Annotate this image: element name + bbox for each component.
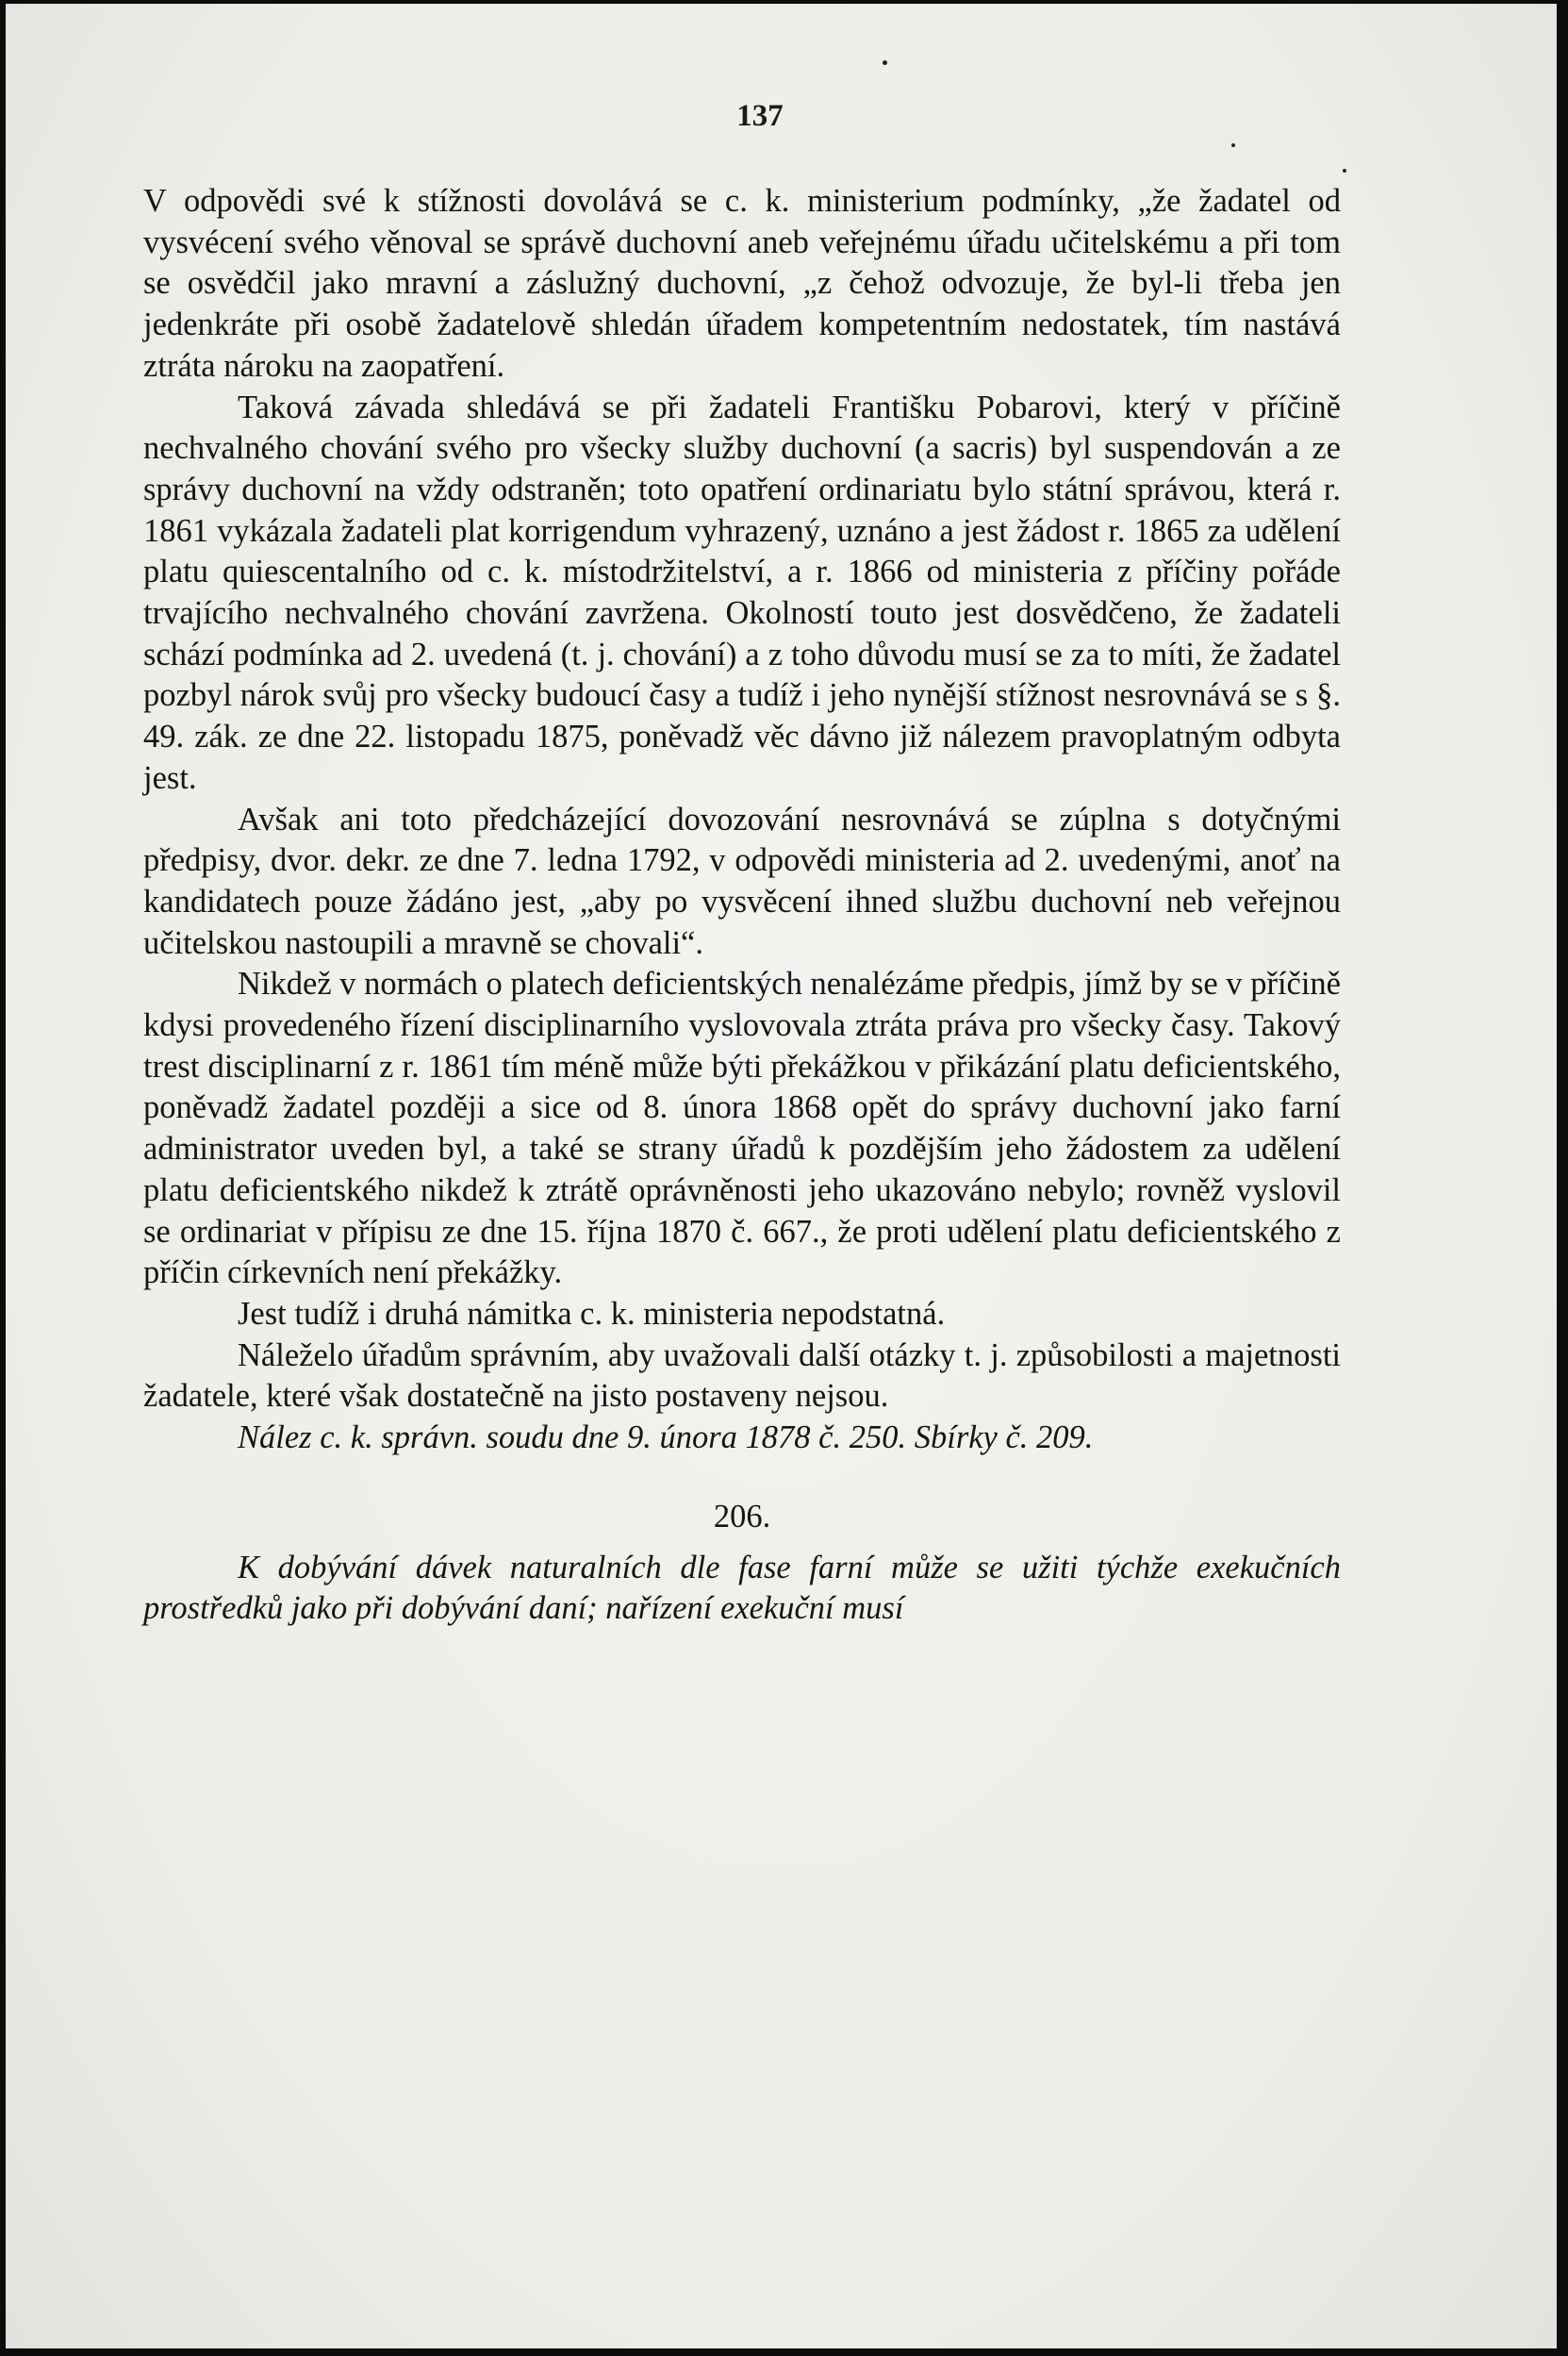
paragraph-2: Taková závada shledává se při žadateli Františku Pobarovi, který v příčině nechvalného chování svého pro všecky služby duchovní (a sacris) byl suspendován a ze správy duchovní na vždy odstraněn; toto opatření ordinariatu bylo státní správou, která r. 1861 vykázala žadateli plat korrigendum vyhrazený, uznáno a jest žádost r. 1865 za udělení platu quiescentalního od c. k. místodržitelství, a r. 1866 od ministeria z příčiny pořáde trvajícího nechvalného chování zavržena. Okolností touto jest dosvědčeno, že žadateli schází podmínka ad 2. uvedená (t. j. chování) a z toho důvodu musí se za to míti, že žadatel pozbyl nárok svůj pro všecky budoucí časy a tudíž i jeho nynější stížnost nesrovnává se s §. 49. zák. ze dne 22. listopadu 1875, poněvadž věc dávno již nálezem pravoplatným odbyta jest. <box>143 389 1341 796</box>
body-text <box>143 181 1341 1630</box>
page-number: 137 <box>736 99 784 133</box>
paragraph-4: Nikdež v normách o platech deficientských nenalézáme předpis, jímž by se v příčině kdysi provedeného řízení disciplinarního vyslovovala ztráta práva pro všecky časy. Takový trest disciplinarní z r. 1861 tím méně může býti překážkou v přikázání platu deficientského, poněvadž žadatel později a sice od 8. února 1868 opět do správy duchovní jako farní administrator uveden byl, a také se strany úřadů k pozdějším jeho žádostem za udělení platu deficientského nikdež k ztrátě oprávněnosti jeho ukazováno nebylo; rovněž vyslovil se ordinariat v přípisu ze dne 15. října 1870 č. 667., že proti udělení platu deficientského z příčin církevních není překážky. <box>143 966 1341 1291</box>
document-page <box>6 4 1557 2348</box>
paragraph-3: Avšak ani toto předcházející dovozování nesrovnává se zúplna s dotyčnými předpisy, dvor. dekr. ze dne 7. ledna 1792, v odpovědi ministeria ad 2. uvedenými, anoť na kandidatech pouze žádáno jest, „aby po vysvěcení ihned službu duchovní neb veřejnou učitelskou nastoupili a mravně se chovali“. <box>143 801 1341 961</box>
scan-speck <box>883 60 887 65</box>
paragraph-1: V odpovědi své k stížnosti dovolává se c. k. ministerium podmínky, „že žadatel od vysvécení svého věnoval se správě duchovní aneb veřejnému úřadu učitelskému a při tom se osvědčil jako mravní a záslužný duchovní, „z čehož odvozuje, že byl-li třeba jen jedenkráte při osobě žadatelově shledán úřadem kompetentním nedostatek, tím nastává ztráta nároku na zaopatření. <box>143 183 1341 384</box>
paragraph-6: Náleželo úřadům správním, aby uvažovali další otázky t. j. způsobilosti a majetnosti žadatele, které však dostatečně na jisto postaveny nejsou. <box>143 1336 1341 1415</box>
court-citation: Nález c. k. správn. soudu dne 9. února 1878 č. 250. Sbírky č. 209. <box>238 1419 1094 1456</box>
paragraph-5: Jest tudíž i druhá námitka c. k. ministeria nepodstatná. <box>238 1295 946 1332</box>
section-summary: K dobývání dávek naturalních dle fase farní může se užiti týchže exekučních prostředků jako při dobývání daní; nařízení exekuční musí <box>143 1549 1341 1627</box>
scan-speck <box>1231 143 1235 147</box>
section-number: 206. <box>713 1498 771 1535</box>
scan-speck <box>1343 169 1346 173</box>
